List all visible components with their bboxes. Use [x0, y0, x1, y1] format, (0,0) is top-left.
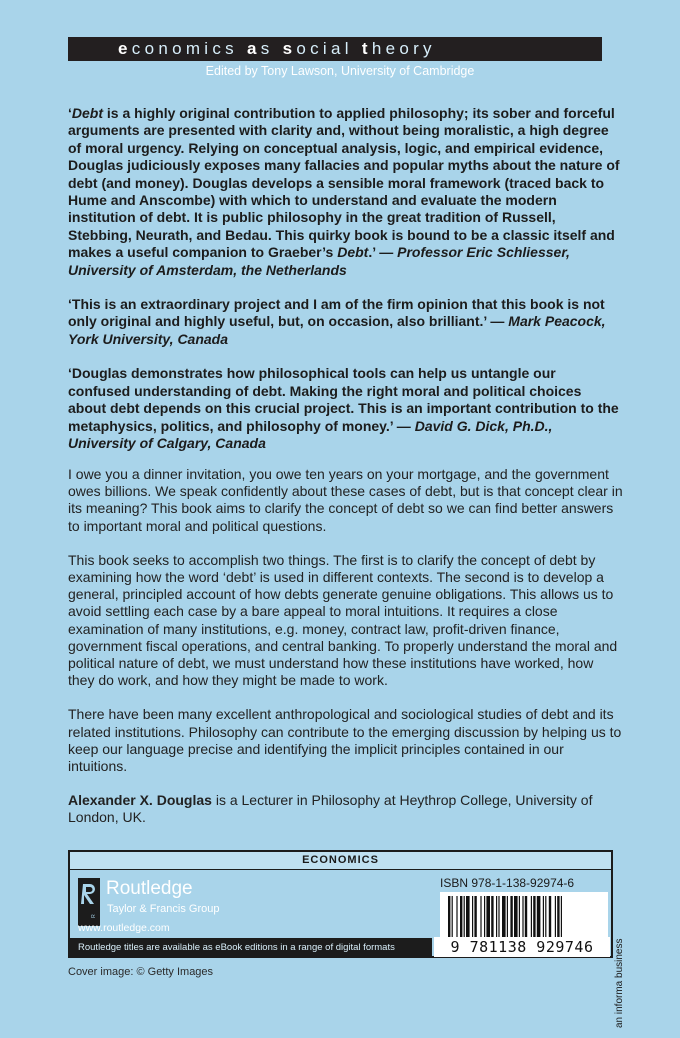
series-word: social — [282, 39, 362, 58]
barcode-bar — [519, 896, 520, 938]
barcode-bar — [496, 896, 497, 938]
barcode-bar — [561, 896, 562, 938]
barcode-bar — [474, 896, 476, 938]
cover-credit: Cover image: © Getty Images — [68, 966, 214, 978]
category-label: ECONOMICS — [70, 852, 611, 870]
barcode-bar — [531, 896, 532, 938]
series-word: theory — [361, 39, 436, 58]
endorsement-quote: ‘Douglas demonstrates how philosophical tools can help us untangle our confused understanding of debt. Making the right moral and political choices about debt depends on this crucial project. This is an important contribution to the metaphysics, politics, and philosophy of money.’ — David G. Dick, Ph.D., University of Calgary, Canada — [68, 365, 619, 451]
publisher-group: Taylor & Francis Group — [107, 903, 220, 915]
svg-text:R: R — [91, 914, 97, 918]
barcode-bar — [555, 896, 556, 938]
ebook-note: Routledge titles are available as eBook editions in a range of digital formats — [70, 938, 432, 958]
barcode-bar — [498, 896, 499, 938]
barcode-bar — [557, 896, 559, 938]
barcode-bar — [543, 896, 544, 938]
informa-tagline: an informa business — [614, 938, 625, 1028]
barcode-bar — [525, 896, 527, 938]
endorsement-attribution: David G. Dick, Ph.D., University of Calgary, Canada — [68, 417, 553, 451]
barcode-bar — [510, 896, 512, 938]
description-paragraph: I owe you a dinner invitation, you owe ten years on your mortgage, and the government owes billions. We speak confidently about these cases of debt, but is that concept clear in its meaning? This book aims to clarify the concept of debt so we can find better answers to important moral and political questions. — [68, 466, 623, 534]
endorsement-quote: ‘This is an extraordinary project and I am of the firm opinion that this book is not only original and highly useful, but, on occasion, also brilliant.’ — Mark Peacock, York University, Canada — [68, 296, 606, 347]
endorsements — [68, 105, 620, 469]
isbn-number: ISBN 978-1-138-92974-6 — [440, 876, 575, 890]
barcode-bar — [486, 896, 490, 938]
barcode-bar — [533, 896, 535, 938]
series-editor: Edited by Tony Lawson, University of Cambridge — [205, 64, 475, 78]
publisher-url[interactable]: www.routledge.com — [78, 922, 170, 934]
barcode-bar — [480, 896, 481, 938]
publisher-box — [68, 850, 613, 958]
barcode-bar — [472, 896, 473, 938]
series-word: as — [247, 39, 283, 58]
series-banner — [68, 37, 602, 61]
author-name: Alexander X. Douglas — [68, 792, 212, 809]
barcode-bar — [549, 896, 551, 938]
book-description — [68, 466, 623, 844]
description-paragraph: This book seeks to accomplish two things. The first is to clarify the concept of debt by examining how the word ‘debt’ is used in different contexts. The second is to develop a general, principled account of how debts generate genuine obligations. This allows us to avoid settling each case by a bare appeal to moral intuitions. It requires a close examination of many institutions, e.g. money, contract law, profit-driven finance, government fiscal operations, and central banking. To properly understand the moral and political nature of debt, we must understand how these institutions have worked, how they do work, and how they might be made to work. — [68, 551, 618, 689]
barcode-bar — [537, 896, 541, 938]
barcode-bar — [491, 896, 493, 938]
barcode-bar — [507, 896, 508, 938]
routledge-logo-icon — [78, 878, 100, 926]
endorsement-quote: ‘Debt is a highly original contribution to applied philosophy; its sober and forceful arguments are presented with clarity and, without being moralistic, a high degree of moral urgency. Relying on conceptual analysis, logic, and empirical evidence, Douglas judiciously exposes many fallacies and popular myths about the nature of debt (and money). Douglas develops a sensible moral framework (traced back to Hume and Anscombe) with which to understand and evaluate the modern institution of debt. It is public philosophy in the great tradition of Russell, Stebbing, Neurath, and Bedau. This quirky book is bound to be a classic itself and makes a useful companion to Graeber’s Debt.’ — Professor Eric Schliesser, University of Amsterdam, the Netherlands — [68, 105, 620, 278]
barcode-bar — [456, 896, 457, 938]
endorsement-attribution: Mark Peacock, York University, Canada — [68, 313, 606, 347]
barcode-digits: 9 781138 929746 — [434, 937, 610, 957]
description-paragraph: There have been many excellent anthropological and sociological studies of debt and its related institutions. Philosophy can contribute to the emerging discussion by helping us to keep our language precise and identifying the implicit principles contained in our intuitions. — [68, 706, 622, 775]
barcode-bar — [502, 896, 506, 938]
barcode-bar — [448, 896, 450, 938]
barcode-bar — [545, 896, 546, 938]
barcode-bar — [464, 896, 465, 938]
series-word: economics — [118, 39, 247, 58]
barcode-bar — [452, 896, 453, 938]
barcode-bar — [522, 896, 523, 938]
barcode-bar — [514, 896, 518, 938]
publisher-name: Routledge — [106, 878, 193, 899]
barcode-bar — [484, 896, 485, 938]
author-bio: Alexander X. Douglas is a Lecturer in Philosophy at Heythrop College, University of London, UK. — [68, 792, 593, 826]
endorsement-attribution: Professor Eric Schliesser, University of Amsterdam, the Netherlands — [68, 244, 570, 278]
barcode-bar — [460, 896, 462, 938]
barcode-bar — [466, 896, 470, 938]
